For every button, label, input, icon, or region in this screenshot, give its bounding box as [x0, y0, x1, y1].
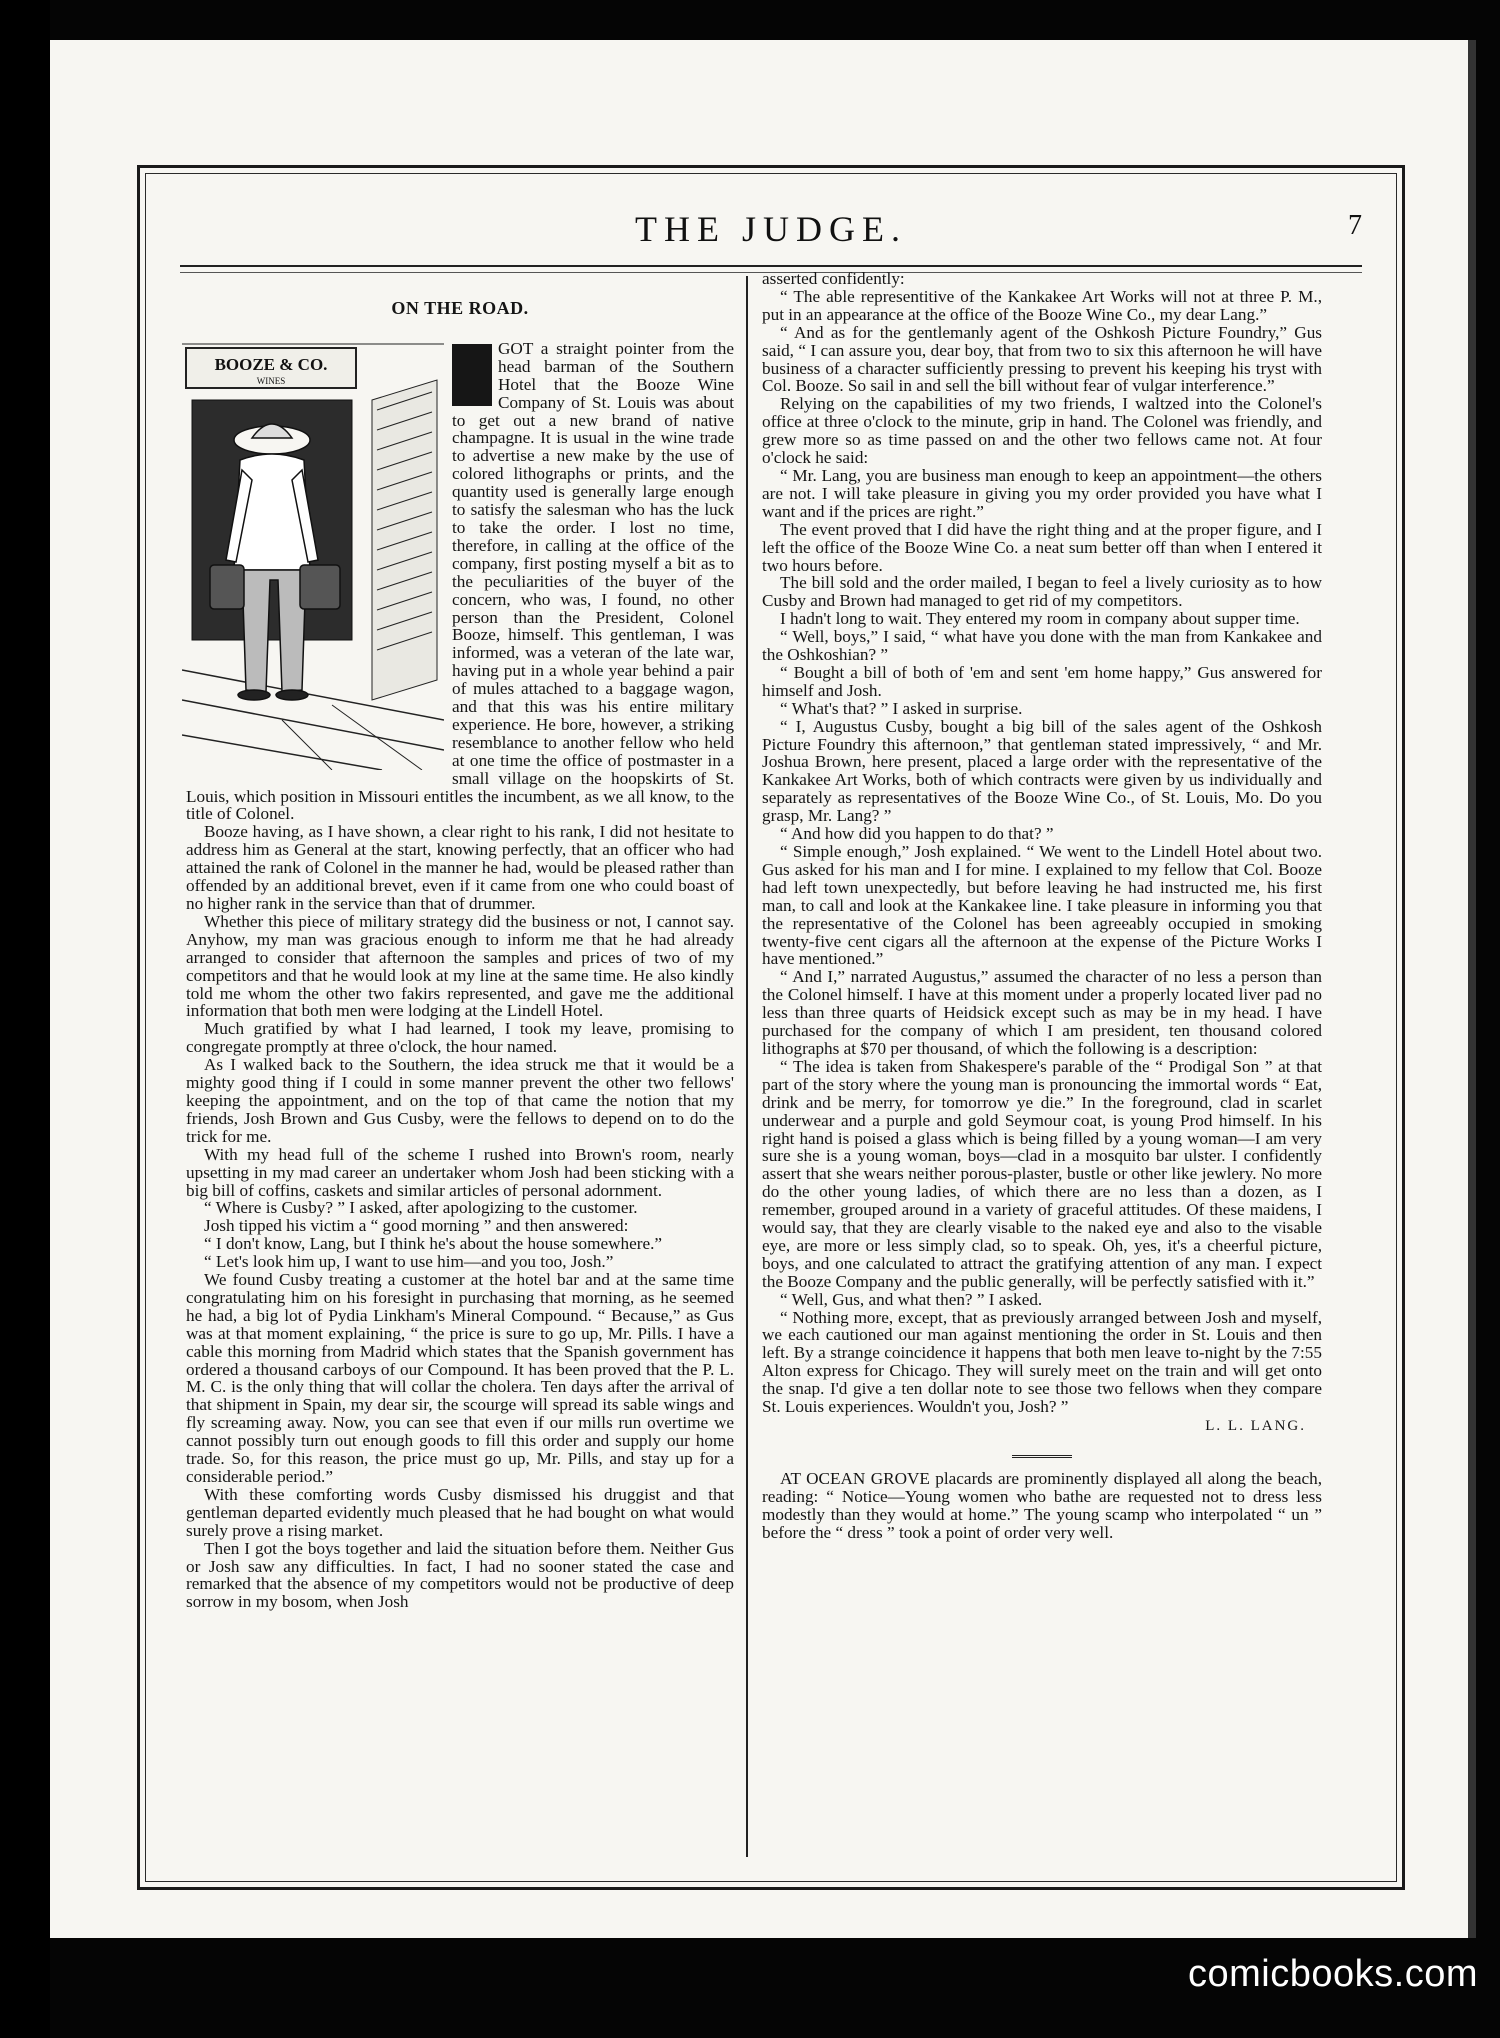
article-author: L. L. LANG.: [1205, 1418, 1306, 1434]
article-paragraph: Then I got the boys together and laid the situation before them. Neither Gus or Josh saw any difficulties. In fact, I had no sooner stated the case and remarked that the absence of my competitors would not be productive of deep sorrow in my bosom, when Josh: [186, 1538, 734, 1612]
article-paragraph: “ I, Augustus Cusby, bought a big bill of the sales agent of the Oshkosh Picture Foundry this afternoon,” that gentleman stated impressively, “ and Mr. Joshua Brown, here present, placed a large order with the representative of the Kankakee Art Works, both of which contracts were given by us individually and separately as representatives of the Booze Wine Co., of St. Louis, Mo. Do you grasp, Mr. Lang? ”: [762, 716, 1322, 826]
article-paragraph: “ I don't know, Lang, but I think he's about the house somewhere.”: [204, 1234, 663, 1254]
article-paragraph: “ Bought a bill of both of 'em and sent 'em home happy,” Gus answered for himself and Josh.: [762, 662, 1322, 700]
drop-cap-initial: [452, 344, 492, 406]
page-frame: [137, 165, 1405, 1890]
article-paragraph: With these comforting words Cusby dismissed his druggist and that gentleman departed evidently much pleased that he had bought on what would surely prove a rising market.: [186, 1484, 734, 1540]
article-paragraph: “ Well, Gus, and what then? ” I asked.: [780, 1289, 1043, 1309]
article-paragraph: asserted confidently:: [762, 269, 905, 288]
article-paragraph: “ Well, boys,” I said, “ what have you done with the man from Kankakee and the Oshkoshian? ”: [762, 627, 1322, 665]
scan-border: [0, 0, 50, 2038]
article-paragraph: The event proved that I did have the right thing and at the proper figure, and I left the office of the Booze Wine Co. a neat sum better off than when I entered it two hours before.: [762, 519, 1322, 575]
article-paragraph: “ Simple enough,” Josh explained. “ We went to the Lindell Hotel about two. Gus asked for his man and I for mine. I explained to my fellow that Col. Booze had left town unexpectedly, but before leaving he had instructed me, his first man, to call and look at the Kankakee line. I take pleasure in informing you that the representative of the Colonel has been agreeably occupied in smoking twenty-five cent cigars all the afternoon at the expense of the Picture Works I have mentioned.”: [762, 842, 1322, 969]
section-divider: [762, 1444, 1322, 1462]
article-paragraph: Much gratified by what I had learned, I took my leave, promising to congregate promptly at three o'clock, the hour named.: [186, 1019, 734, 1057]
right-column: [762, 270, 1322, 1541]
masthead-title: THE JUDGE.: [635, 209, 907, 249]
article-paragraph: Relying on the capabilities of my two friends, I waltzed into the Colonel's office at three o'clock to the minute, grip in hand. The Colonel was friendly, and grew more so as time passed on and the other two fellows came not. At four o'clock he said:: [762, 394, 1322, 468]
page-edge-shadow: [1468, 40, 1476, 1938]
filler-text: placards are prominently displayed all along the beach, reading: “ Notice—Young women who bathe are requested not to dress less modestly than they would at home.” The young scamp who interpolated “ un ” before the “ dress ” took a point of order very well.: [762, 1468, 1322, 1542]
article-illustration: [182, 340, 444, 770]
article-paragraph: “ Nothing more, except, that as previously arranged between Josh and myself, we each cautioned our man against mentioning the order in St. Louis and then left. By a strange coincidence it happens that both men leave to-night by the 7:55 Alton express for Chicago. They will surely meet on the train and will get onto the snap. I'd give a ten dollar note to see those two fellows when they compare St. Louis experiences. Wouldn't you, Josh? ”: [762, 1307, 1322, 1417]
article-paragraph: “ Mr. Lang, you are business man enough to keep an appointment—the others are not. I will take pleasure in giving you my order provided you have what I want and if the prices are right.”: [762, 465, 1322, 521]
article-paragraph: We found Cusby treating a customer at the hotel bar and at the same time congratulating him on his foresight in purchasing that morning, as he seemed he had, a big lot of Pydia Linkham's Mineral Compound. “ Because,” as Gus was at that moment explaining, “ the price is sure to go up, Mr. Pills. I have a cable this morning from Madrid which states that the Spanish government has ordered a thousand carboys of our Compound. It has been proved that the P. L. M. C. is the only thing that will collar the cholera. Ten days after the arrival of that shipment in Spain, my dear sir, the scourge will spread its sable wings and fly screaming away. Now, you can see that even if our mills run overtime we cannot possibly turn out enough goods to fill this order and supply our home trade. So, for this reason, the price must go up, Mr. Pills, and stay up for a considerable period.”: [186, 1270, 734, 1486]
article-paragraph: Josh tipped his victim a “ good morning ” and then answered:: [204, 1216, 629, 1236]
article-paragraph: “ Let's look him up, I want to use him—and you too, Josh.”: [204, 1252, 614, 1272]
column-divider: [746, 276, 748, 1857]
article-paragraph: “ The idea is taken from Shakespere's parable of the “ Prodigal Son ” at that part of the story where the young man is pronouncing the immortal words “ Eat, drink and be merry, for tomorrow ye die.” In the foreground, clad in scarlet underwear and a purple and gold Seymour coat, is young Prod himself. In his right hand is poised a glass which is being filled by a young woman—I am very sure she is a young woman, boys—clad in a mosquito bar ulster. I confidently assert that she wears neither porous-plaster, bustle or other like jewlery. No more do the other young ladies, of which there are no less than a dozen, as I remember, grouped around in a variety of graceful attitudes. Of these maidens, I would say, that they are clearly visable to the naked eye and also to the visable eye, are more or less simply clad, so to speak. Oh, yes, it's a cheerful picture, boys, and one calculated to attract the gratifying attention of any man. I expect the Booze Company and the public generally, will be perfectly satisfied with it.”: [762, 1056, 1322, 1291]
article-paragraph: Booze having, as I have shown, a clear right to his rank, I did not hesitate to address him as General at the start, knowing perfectly, that an officer who had attained the rank of Colonel in the manner he had, would be pleased rather than offended by an additional brevet, even if it came from one who could boast of no higher rank in the service than that of drummer.: [186, 822, 734, 913]
masthead-rule: [180, 265, 1362, 267]
storefront-sign-sub: WINES: [256, 375, 286, 386]
article-paragraph: “ And how did you happen to do that? ”: [780, 824, 1054, 844]
site-watermark: comicbooks.com: [1188, 1953, 1478, 1995]
article-paragraph: “ And as for the gentlemanly agent of the Oshkosh Picture Foundry,” Gus said, “ I can assure you, dear boy, that from two to six this afternoon he will have business of a character sufficiently pressing to prevent his keeping his tryst with Col. Booze. So sail in and sell the bill without fear of vulgar interference.”: [762, 322, 1322, 396]
divider-rule: [1012, 1455, 1072, 1458]
article-title: ON THE ROAD.: [391, 298, 529, 318]
filler-lead: AT OCEAN GROVE: [780, 1468, 930, 1488]
filler-paragraph: [762, 1470, 1322, 1542]
article-paragraph: With my head full of the scheme I rushed into Brown's room, nearly upsetting in my mad career an undertaker whom Josh had been sticking with a big bill of coffins, caskets and similar articles of personal adornment.: [186, 1144, 734, 1200]
traveling-salesman-illustration: [182, 340, 444, 770]
storefront-sign: BOOZE & CO.: [214, 354, 328, 374]
page-number: 7: [1348, 210, 1362, 241]
article-paragraph: “ Where is Cusby? ” I asked, after apologizing to the customer.: [204, 1198, 638, 1218]
article-paragraph: “ And I,” narrated Augustus,” assumed the character of no less a person than the Colonel himself. I have at this moment under a properly located liver pad no less than three quarts of Heidsick except such as may be in my head. I have purchased for the company of which I am president, ten thousand colored lithographs at $70 per thousand, of which the following is a description:: [762, 967, 1322, 1058]
left-column: [186, 286, 734, 1611]
article-paragraph: GOT a straight pointer from the head barman of the Southern Hotel that the Booze Wine Company of St. Louis was about to get out a new brand of native champagne. It is usual in the wine trade to advertise a new make by the use of colored lithographs or prints, and the quantity used is generally large enough to satisfy the salesman who has the luck to take the order. I lost no time, therefore, in calling at the office of the company, first posting myself a bit as to the peculiarities of the buyer of the concern, who was, I found, no other person than the President, Colonel Booze, himself. This gentleman, I was informed, was a veteran of the late war, having put in a whole year behind a pair of mules attached to a baggage wagon, and that this was his entire military experience. He bore, however, a striking resemblance to another fellow who held at one time the office of postmaster in a small village on the hoopskirts of St. Louis, which position in Missouri entitles the incumbent, as we all know, to the title of Colonel.: [186, 338, 734, 824]
article-paragraph: Whether this piece of military strategy did the business or not, I cannot say. Anyhow, my man was gracious enough to inform me that he had already arranged to consider that afternoon the samples and prices of two of my competitors and that he would look at my line at the same time. He also kindly told me whom the other two fakirs represented, and gave me the additional information that both men were lodging at the Lindell Hotel.: [186, 911, 734, 1021]
article-paragraph: As I walked back to the Southern, the idea struck me that it would be a mighty good thing if I could in some manner prevent the other two fellows' keeping the appointment, and on the top of that came the notion that my friends, Josh Brown and Gus Cusby, were the fellows to depend on to do the trick for me.: [186, 1055, 734, 1146]
article-paragraph: “ The able representitive of the Kankakee Art Works will not at three P. M., put in an appearance at the office of the Booze Wine Co., my dear Lang.”: [762, 286, 1322, 324]
article-paragraph: I hadn't long to wait. They entered my room in company about supper time.: [780, 609, 1300, 629]
article-paragraph: “ What's that? ” I asked in surprise.: [780, 698, 1023, 718]
article-paragraph: The bill sold and the order mailed, I began to feel a lively curiosity as to how Cusby and Brown had managed to get rid of my competitors.: [762, 573, 1322, 611]
